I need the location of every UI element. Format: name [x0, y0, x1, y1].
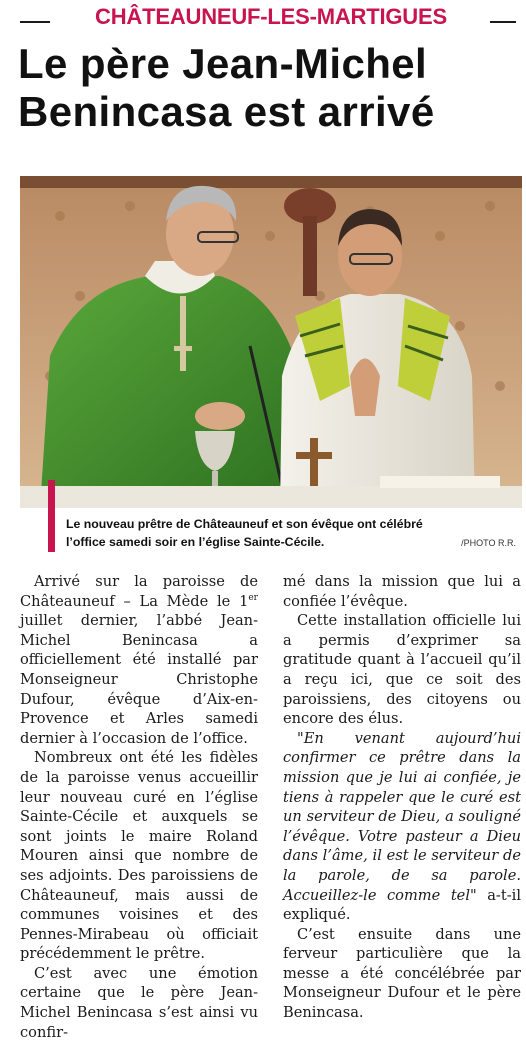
- paragraph-1: [20, 572, 258, 748]
- ornament-stem: [303, 216, 317, 296]
- paragraph-1-text-a: Arrivé sur la paroisse de Châteauneuf – La Mède le 1: [20, 573, 258, 610]
- paragraph-5: [283, 729, 521, 925]
- kicker-text: CHÂTEAUNEUF-LES-MARTIGUES: [95, 4, 447, 29]
- ordinal-superscript: er: [248, 592, 258, 603]
- pectoral-cross: [180, 336, 186, 371]
- caption-line-1: Le nouveau prêtre de Châteauneuf et son évêque ont célébré: [66, 517, 423, 531]
- paragraph-5-tail: a-t-il expliqué.: [283, 886, 521, 924]
- caption-line-2: l’office samedi soir en l’église Sainte-Cécile.: [66, 535, 325, 549]
- top-beam: [20, 176, 522, 188]
- kicker-rule-left: [20, 21, 50, 23]
- photo-caption: [66, 515, 486, 551]
- paragraph-4: Cette installation officielle lui a permis d’exprimer sa gratitude quant à l’accueil qu’il a reçu ici, que ce soit des paroissiens, des citoyens ou encore des élus.: [283, 612, 521, 728]
- headline-line-2: Benincasa est arrivé: [18, 88, 435, 135]
- kicker-rule-right: [490, 21, 516, 23]
- headline-line-1: Le père Jean-Michel: [18, 40, 428, 87]
- paragraph-1-text-b: juillet dernier, l’abbé Jean-Michel Benincasa a officiellement été installé par Monseigneur Christophe Dufour, évêque d’Aix-en-Provence et Arles samedi dernier à l’occasion de l’office.: [20, 612, 258, 747]
- paragraph-6: C’est ensuite dans une ferveur particulière que la messe a été concélébrée par Monseigneur Dufour et le père Benincasa.: [283, 925, 521, 1022]
- section-kicker: [0, 4, 526, 34]
- article-photo: [20, 176, 522, 508]
- photo-credit: /PHOTO R.R.: [461, 538, 516, 548]
- article-column-left: [20, 572, 258, 1042]
- paragraph-3-continued: mé dans la mission que lui a confiée l’évêque.: [283, 573, 521, 610]
- paragraph-3: C’est avec une émotion certaine que le père Jean-Michel Benincasa s’est ainsi vu confir-: [20, 964, 258, 1041]
- caption-accent-bar: [48, 480, 55, 552]
- bishop-hands: [195, 402, 245, 430]
- altar-book: [380, 476, 500, 488]
- article-column-right: [283, 572, 521, 1023]
- praying-hands: [350, 359, 380, 417]
- bishop-vestment: [40, 276, 310, 508]
- altar-cross-horizontal: [296, 452, 332, 459]
- headline: [18, 40, 518, 136]
- altar-cloth: [20, 486, 522, 508]
- photo-illustration: [20, 176, 522, 508]
- paragraph-2: Nombreux ont été les fidèles de la paroisse venus accueillir leur nouveau curé en l’église Sainte-Cécile et auxquels se sont joints le maire Roland Mouren ainsi que nombre de ses adjoints. Des paroissiens de Châteauneuf, mais aussi de communes voisines et des Pennes-Mirabeau où officiait précédemment le prêtre.: [20, 749, 258, 963]
- bishop-quote: "En venant aujourd’hui confirmer ce prêtre dans la mission que je lui ai confiée, je tiens à rappeler que le curé est un serviteur de Dieu, a souligné l’évêque. Votre pasteur a Dieu dans l’âme, il est le serviteur de la parole, de sa parole. Accueillez-le comme tel": [283, 729, 521, 904]
